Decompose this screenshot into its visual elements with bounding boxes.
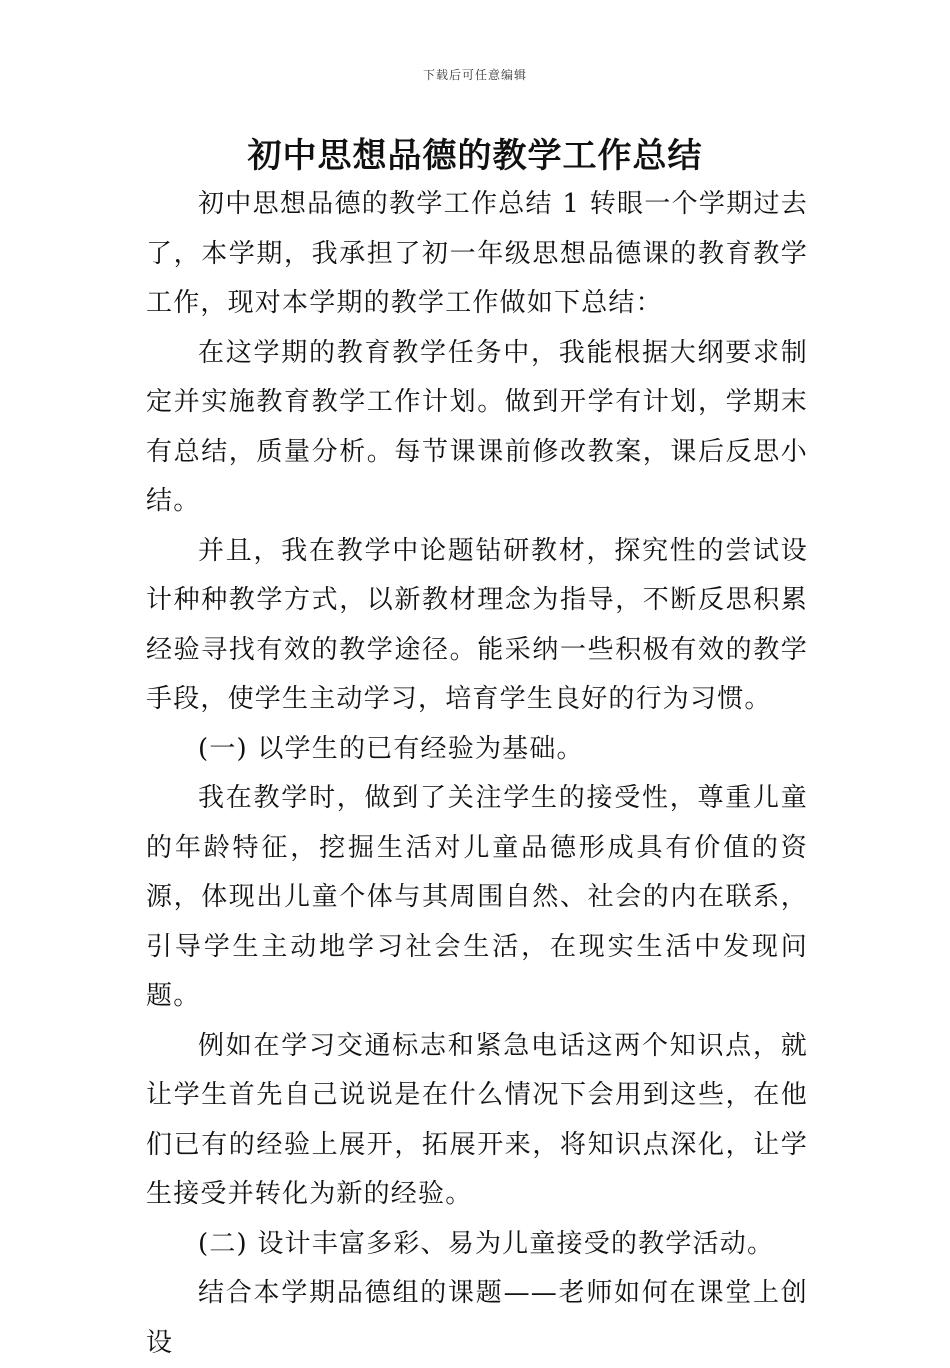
paragraph-intro: 初中思想品德的教学工作总结 1 转眼一个学期过去了，本学期，我承担了初一年级思想品德课的教育教学工作，现对本学期的教学工作做如下总结：: [146, 189, 808, 318]
paragraph-activities: 结合本学期品德组的课题——老师如何在课堂上创设: [146, 1278, 808, 1358]
paragraph-example: 例如在学习交通标志和紧急电话这两个知识点，就让学生首先自己说说是在什么情况下会用到这些，在他们已有的经验上展开，拓展开来，将知识点深化，让学生接受并转化为新的经验。: [146, 1030, 808, 1209]
section-heading-2: (二) 设计丰富多彩、易为儿童接受的教学活动。: [198, 1228, 775, 1259]
paragraph-experience: 我在教学时，做到了关注学生的接受性，尊重儿童的年龄特征，挖掘生活对儿童品德形成具有价值的资源，体现出儿童个体与其周围自然、社会的内在联系，引导学生主动地学习社会生活，在现实生活中发现问题。: [146, 783, 808, 1011]
header-note: 下载后可任意编辑: [422, 68, 527, 82]
section-heading-1: (一) 以学生的已有经验为基础。: [198, 733, 584, 764]
document-title: 初中思想品德的教学工作总结: [247, 136, 703, 176]
paragraph-planning: 在这学期的教育教学任务中，我能根据大纲要求制定并实施教育教学工作计划。做到开学有计划，学期末有总结，质量分析。每节课课前修改教案，课后反思小结。: [146, 337, 808, 516]
paragraph-methods: 并且，我在教学中论题钻研教材，探究性的尝试设计种种教学方式，以新教材理念为指导，不断反思积累经验寻找有效的教学途径。能采纳一些积极有效的教学手段，使学生主动学习，培育学生良好的行为习惯。: [146, 535, 808, 714]
document-body: [146, 180, 808, 1368]
